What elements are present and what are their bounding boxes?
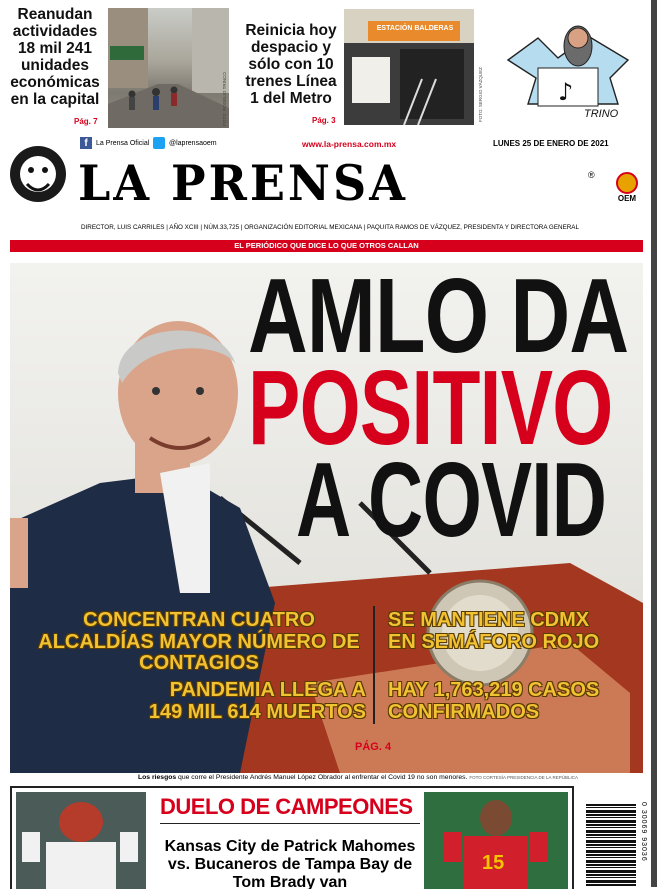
registered-mark: ®	[588, 170, 595, 180]
trino-cartoon[interactable]	[498, 8, 643, 130]
facebook-icon: f	[80, 137, 92, 149]
twitter-link[interactable]	[153, 137, 217, 149]
teaser-middle-photo-credit: FOTO: SERGIO VÁZQUEZ	[478, 67, 483, 122]
slogan-bar	[10, 240, 643, 252]
bullet-semaforo[interactable]: SE MANTIENE CDMX EN SEMÁFORO ROJO	[388, 609, 600, 653]
slogan-text: EL PERIÓDICO QUE DICE LO QUE OTROS CALLAN	[234, 241, 419, 250]
twitter-handle: @laprensaoem	[169, 139, 217, 147]
caption-credit: FOTO CORTESÍA PRESIDENCIA DE LA REPÚBLICA	[469, 775, 578, 780]
page-edge	[651, 0, 657, 887]
svg-text:♪: ♪	[558, 78, 574, 106]
bullet-alcaldias[interactable]: CONCENTRAN CUATRO ALCALDÍAS MAYOR NÚMERO DE CONTAGIOS	[38, 609, 360, 675]
oem-emblem-icon	[616, 172, 638, 194]
headline-line-3[interactable]: A COVID	[296, 441, 607, 559]
facebook-link[interactable]	[80, 137, 149, 149]
teaser-left-title[interactable]: Reanudan actividades 18 mil 241 unidades económicas en la capital	[10, 6, 100, 109]
lion-logo[interactable]	[9, 140, 67, 210]
newspaper-title[interactable]: LA PRENSA	[78, 154, 408, 212]
twitter-icon	[153, 137, 165, 149]
mahomes-photo[interactable]	[424, 792, 568, 889]
teaser-middle-photo[interactable]	[344, 9, 474, 125]
teaser-middle-page: Pág. 3	[312, 116, 336, 125]
oem-label: OEM	[617, 194, 637, 203]
teaser-left-photo-credit: FOTO: ROGELIO TRINCO	[222, 72, 227, 126]
issue-date: LUNES 25 DE ENERO DE 2021	[493, 139, 609, 148]
metro-sign: ESTACIÓN BALDERAS	[376, 25, 454, 32]
section-story[interactable]: Kansas City de Patrick Mahomes vs. Bucaneros de Tampa Bay de Tom Brady van	[164, 838, 416, 889]
caption-lead: Los riesgos	[138, 774, 177, 781]
facebook-handle: La Prensa Oficial	[96, 139, 150, 147]
barcode-number: 0 30069 93036	[640, 802, 647, 862]
jersey-number: 15	[482, 852, 505, 874]
section-title[interactable]: DUELO DE CAMPEONES	[160, 794, 413, 819]
oem-logo[interactable]	[612, 172, 642, 203]
headline-line-2[interactable]: POSITIVO	[248, 349, 613, 467]
barcode	[586, 804, 636, 887]
page-reference[interactable]: PÁG. 4	[355, 741, 392, 753]
section-rule	[160, 823, 420, 824]
caption-text: que corre el Presidente Andrés Manuel López Obrador al enfrentar el Covid 19 no son menores.	[178, 774, 468, 781]
website-link[interactable]: www.la-prensa.com.mx	[302, 139, 397, 149]
teaser-middle-title[interactable]: Reinicia hoy despacio y sólo con 10 trenes Línea 1 del Metro	[245, 22, 337, 108]
bullet-muertos[interactable]: PANDEMIA LLEGA A 149 MIL 614 MUERTOS	[148, 679, 366, 723]
credits-line: DIRECTOR, LUIS CARRILES | AÑO XCIII | NÚM.33,725 | ORGANIZACIÓN EDITORIAL MEXICANA | PAQUITA RAMOS DE VÁZQUEZ, PRESIDENTA Y DIRECTORA GENERAL	[80, 224, 580, 231]
teaser-left-page: Pág. 7	[74, 117, 98, 126]
headline-line-1[interactable]: AMLO DA	[248, 257, 629, 375]
teaser-left-photo[interactable]	[108, 8, 229, 128]
bottom-section	[10, 786, 574, 889]
bullet-divider	[373, 606, 375, 724]
photo-caption	[138, 774, 643, 781]
brady-photo[interactable]	[16, 792, 146, 889]
cartoon-signature: TRINO	[584, 108, 619, 120]
bullet-casos[interactable]: HAY 1,763,219 CASOS CONFIRMADOS	[388, 679, 600, 723]
